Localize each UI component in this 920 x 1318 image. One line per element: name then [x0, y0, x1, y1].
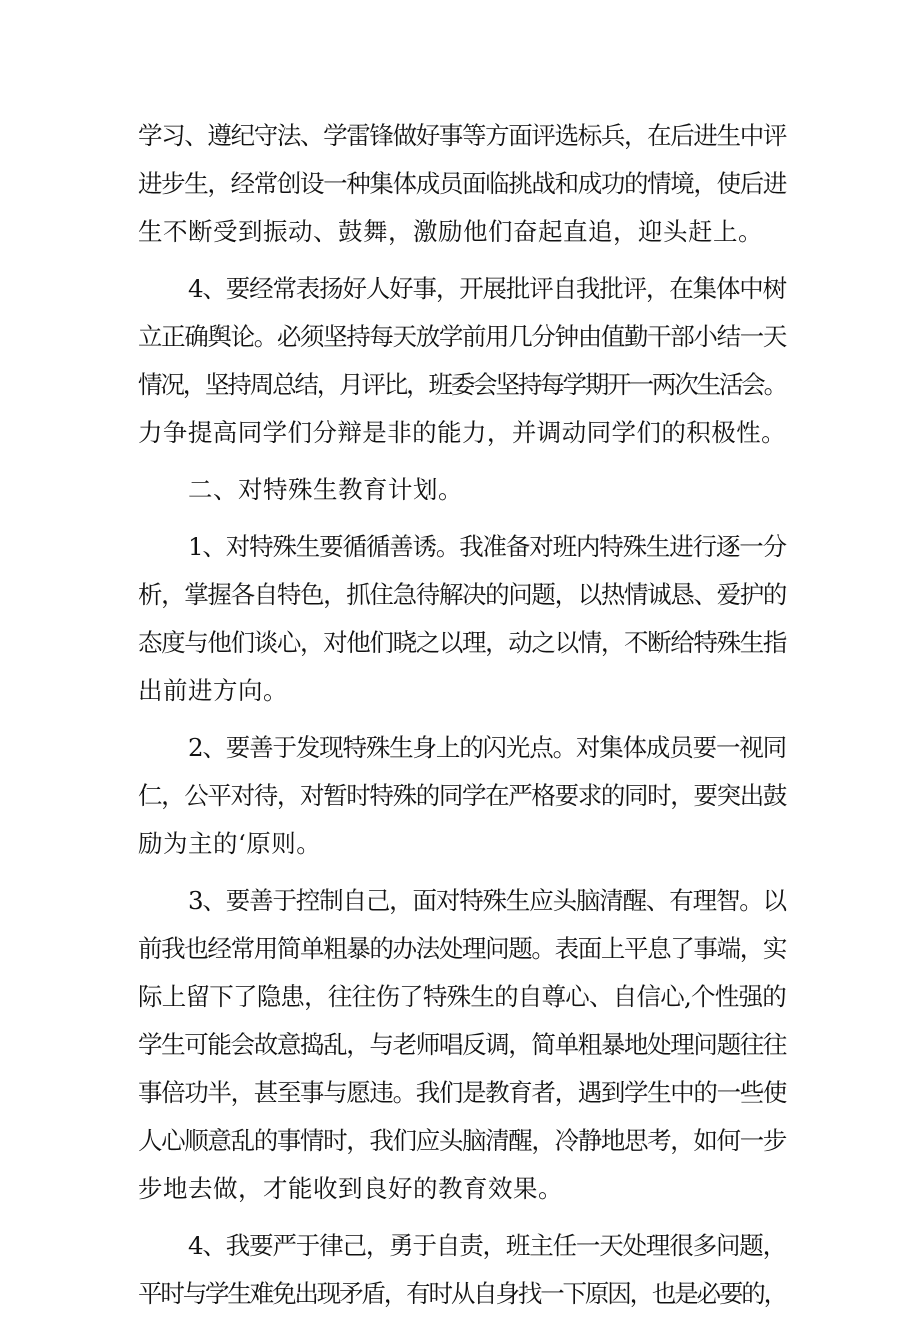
text-line: 2、要善于发现特殊生身上的闪光点。对集体成员要一视同 — [188, 733, 786, 762]
paragraph-item-4a — [138, 265, 786, 457]
text-line: 际上留下了隐患，往往伤了特殊生的自尊心、自信心,个性强的 — [138, 982, 786, 1011]
text-line: 进步生，经常创设一种集体成员面临挑战和成功的情境，使后进 — [138, 169, 786, 198]
text-line: 态度与他们谈心，对他们晓之以理，动之以情，不断给特殊生指 — [138, 628, 786, 657]
paragraph-continuation — [138, 112, 786, 256]
paragraph-gap — [138, 256, 786, 265]
text-line: 生不断受到振动、鼓舞，激励他们奋起直追，迎头赶上。 — [138, 217, 763, 246]
text-line: 出前进方向。 — [138, 676, 288, 705]
paragraph-gap — [138, 715, 786, 724]
text-line: 4、要经常表扬好人好事，开展批评自我批评，在集体中树 — [188, 274, 786, 303]
text-line: 1、对特殊生要循循善诱。我准备对班内特殊生进行逐一分 — [188, 532, 786, 561]
text-line: 二、对特殊生教育计划。 — [188, 475, 463, 504]
paragraph-item-1 — [138, 523, 786, 715]
text-line: 3、要善于控制自己，面对特殊生应头脑清醒、有理智。以 — [188, 886, 786, 915]
text-line: 立正确舆论。必须坚持每天放学前用几分钟由值勤干部小结一天 — [138, 322, 786, 351]
paragraph-gap — [138, 457, 786, 466]
paragraph-gap — [138, 868, 786, 877]
text-line: 学生可能会故意捣乱，与老师唱反调，简单粗暴地处理问题往往 — [138, 1030, 786, 1059]
paragraph-item-3 — [138, 877, 786, 1213]
text-line: 事倍功半，甚至事与愿违。我们是教育者，遇到学生中的一些使 — [138, 1078, 786, 1107]
paragraph-item-2 — [138, 724, 786, 868]
text-line: 平时与学生难免出现矛盾，有时从自身找一下原因，也是必要的， — [138, 1279, 786, 1308]
text-line: 4、我要严于律己，勇于自责，班主任一天处理很多问题， — [188, 1231, 786, 1260]
paragraph-gap — [138, 1213, 786, 1222]
text-line: 仁，公平对待，对暂时特殊的同学在严格要求的同时，要突出鼓 — [138, 781, 786, 810]
text-line: 人心顺意乱的事情时，我们应头脑清醒，冷静地思考，如何一步 — [138, 1126, 786, 1155]
text-line: 励为主的‘原则。 — [138, 829, 322, 858]
body-text — [138, 112, 786, 1318]
text-line: 步地去做，才能收到良好的教育效果。 — [138, 1174, 563, 1203]
text-line: 学习、遵纪守法、学雷锋做好事等方面评选标兵，在后进生中评 — [138, 121, 786, 150]
text-line: 析，掌握各自特色，抓住急待解决的问题，以热情诚恳、爱护的 — [138, 580, 786, 609]
paragraph-gap — [138, 514, 786, 523]
text-line: 力争提高同学们分辩是非的能力，并调动同学们的积极性。 — [138, 418, 786, 447]
text-line: 前我也经常用简单粗暴的办法处理问题。表面上平息了事端，实 — [138, 934, 786, 963]
paragraph-item-4b — [138, 1222, 786, 1318]
paragraph-section-2 — [138, 466, 786, 514]
text-line: 情况，坚持周总结，月评比，班委会坚持每学期开一两次生活会。 — [138, 370, 786, 399]
